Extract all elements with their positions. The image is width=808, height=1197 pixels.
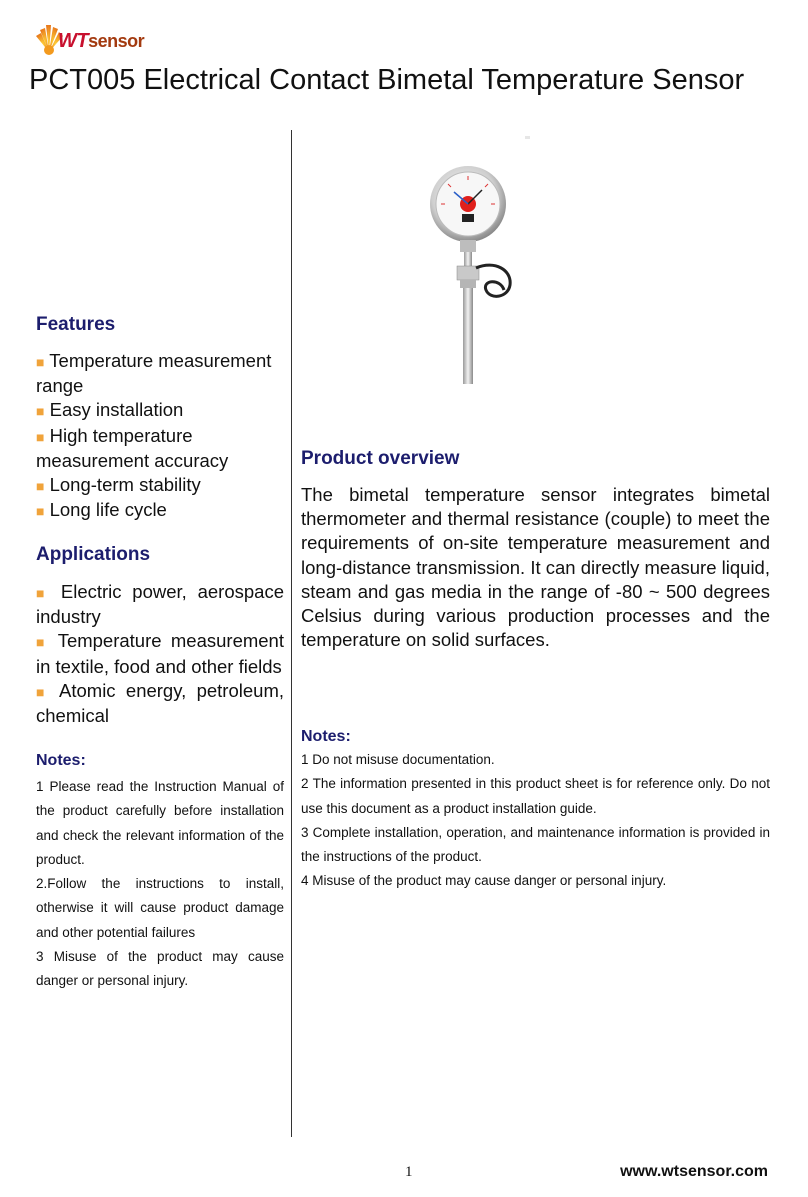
square-bullet-icon: ■ [36,478,45,495]
logo-text-sensor: sensor [88,31,145,51]
applications-heading: Applications [36,544,151,565]
features-list [36,349,284,523]
right-note-item: 3 Complete installation, operation, and maintenance information is provided in the instructions of the product. [301,824,770,865]
page-title: PCT005 Electrical Contact Bimetal Temperature Sensor [29,64,745,96]
square-bullet-icon: ■ [36,403,45,420]
logo-wordmark [58,30,144,53]
feature-item-text: Easy installation [49,399,184,421]
feature-item [36,473,284,498]
square-bullet-icon: ■ [36,428,45,445]
application-item [36,629,284,678]
left-note-item: 2.Follow the instructions to install, otherwise it will cause product damage and other potential failures [36,876,284,940]
application-item [36,580,284,629]
square-bullet-icon: ■ [36,634,49,651]
application-item-text: Atomic energy, petroleum, chemical [36,679,284,727]
company-logo [32,22,152,58]
left-note-item: 3 Misuse of the product may cause danger or personal injury. [36,949,284,989]
product-overview-text: The bimetal temperature sensor integrates bimetal thermometer and thermal resistance (couple) to meet the requirements of on-site temperature measurement and long-distance transmission. It can directly measure liquid, steam and gas media in the range of -80 ~ 500 degrees Celsius during various production processes and the temperature on solid surfaces. [301,484,770,651]
application-item-text: Temperature measurement in textile, food and other fields [36,630,284,677]
square-bullet-icon: ■ [36,354,45,370]
square-bullet-icon: ■ [36,503,45,520]
page-number: 1 [405,1164,413,1180]
website-url[interactable]: www.wtsensor.com [620,1163,768,1180]
feature-item-text: Long life cycle [49,499,167,521]
feature-item-text: Temperature measurement range [36,350,272,397]
right-note-item: 1 Do not misuse documentation. [301,752,495,767]
square-bullet-icon: ■ [36,585,51,601]
features-heading: Features [36,314,116,335]
feature-item [36,498,284,523]
application-item-text: Electric power, aerospace industry [36,581,284,628]
right-notes-list [301,748,770,894]
feature-item-text: Long-term stability [49,474,201,496]
feature-item [36,398,284,423]
column-divider [291,130,292,1137]
feature-item [36,349,284,398]
product-image [420,130,530,390]
feature-item-text: High temperature measurement accuracy [36,424,229,471]
left-notes-list [36,775,284,994]
right-note-item: 2 The information presented in this product sheet is for reference only. Do not use this document as a product installation guide. [301,776,770,816]
right-notes-heading: Notes: [301,728,351,745]
product-overview-heading: Product overview [301,448,460,469]
bimetal-thermometer-icon [420,130,530,390]
left-note-item: 1 Please read the Instruction Manual of the product carefully before installation and check the relevant information of the product. [36,779,284,867]
square-bullet-icon: ■ [36,683,50,700]
logo-text-wt: WT [58,30,89,52]
left-notes-heading: Notes: [36,752,86,769]
feature-item [36,424,284,473]
applications-list [36,580,284,728]
application-item [36,679,284,728]
right-note-item: 4 Misuse of the product may cause danger or personal injury. [301,873,667,889]
